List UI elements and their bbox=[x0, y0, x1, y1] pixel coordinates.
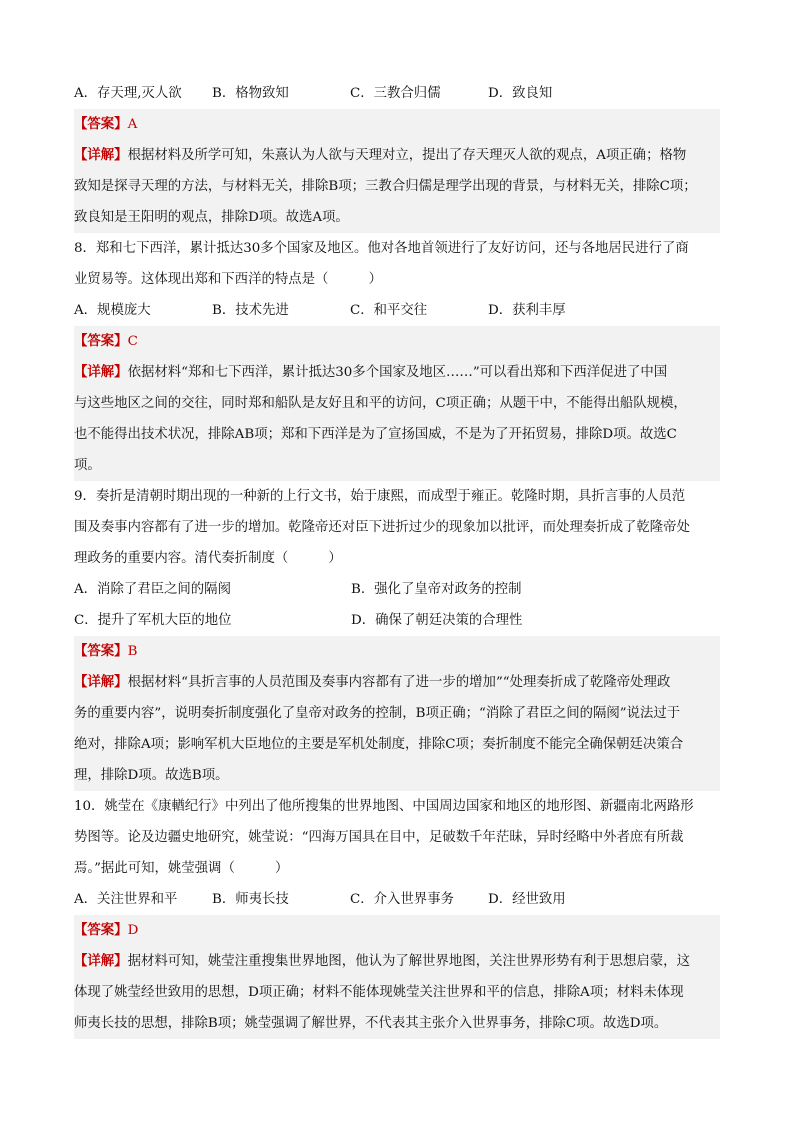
detail-tag: 【详解】 bbox=[74, 147, 128, 163]
detail-line: 根据材料及所学可知，朱熹认为人欲与天理对立，提出了存天理灭人欲的观点，A项正确；格物 bbox=[127, 148, 687, 163]
detail-line: 根据材料“具折言事的人员范围及奏事内容都有了进一步的增加”“处理奏折成了乾隆帝处理政 bbox=[127, 675, 671, 690]
q10-stem-line: 势图等。论及边疆史地研究，姚莹说：“四海万国具在目中，足破数千年茫昧，异时经略中外者庶有所裁 bbox=[74, 830, 684, 845]
detail-line: 也不能得出技术状况，排除AB项；郑和下西洋是为了宣扬国威，不是为了开拓贸易，排除D项。故选C bbox=[74, 427, 677, 442]
q10-option-a: A．关注世界和平 bbox=[74, 892, 178, 907]
answer-value: B bbox=[127, 644, 138, 659]
q9-stem-line: 9．奏折是清朝时期出现的一种新的上行文书，始于康熙，而成型于雍正。乾隆时期，具折言事的人员范 bbox=[74, 489, 686, 504]
q7-option-a: A．存天理,灭人欲 bbox=[74, 86, 182, 101]
detail-tag: 【详解】 bbox=[74, 674, 128, 690]
exam-page bbox=[74, 78, 720, 1039]
q9-option-d: D．确保了朝廷决策的合理性 bbox=[351, 613, 523, 628]
q9-option-a: A．消除了君臣之间的隔阂 bbox=[74, 582, 231, 597]
q7-option-b: B．格物致知 bbox=[212, 86, 289, 101]
q7-options bbox=[74, 78, 720, 109]
detail-line: 务的重要内容”，说明奏折制度强化了皇帝对政务的控制，B项正确；“消除了君臣之间的隔阂”说法过于 bbox=[74, 706, 681, 721]
detail-line: 与这些地区之间的交往，同时郑和船队是友好且和平的访问，C项正确；从题干中，不能得出船队规模， bbox=[74, 396, 687, 411]
q8-option-b: B．技术先进 bbox=[212, 303, 289, 318]
answer-value: A bbox=[127, 117, 138, 132]
q9-answer bbox=[74, 636, 720, 667]
answer-tag: 【答案】 bbox=[74, 922, 128, 938]
q10-stem-line: 焉。”据此可知，姚莹强调（ ） bbox=[74, 861, 289, 876]
detail-tag: 【详解】 bbox=[74, 364, 128, 380]
q9-option-c: C．提升了军机大臣的地位 bbox=[74, 613, 232, 628]
answer-value: D bbox=[127, 923, 139, 938]
detail-line: 师夷长技的思想，排除B项；姚莹强调了解世界，不代表其主张介入世界事务，排除C项。故选D项。 bbox=[74, 1016, 668, 1031]
answer-tag: 【答案】 bbox=[74, 643, 128, 659]
q10-stem-line: 10．姚莹在《康輶纪行》中列出了他所搜集的世界地图、中国周边国家和地区的地形图、新疆南北两路形 bbox=[74, 799, 694, 814]
q9-options-row-1 bbox=[74, 574, 720, 605]
answer-tag: 【答案】 bbox=[74, 116, 128, 132]
answer-tag: 【答案】 bbox=[74, 333, 128, 349]
detail-tag: 【详解】 bbox=[74, 953, 128, 969]
q10-option-c: C．介入世界事务 bbox=[350, 892, 454, 907]
q7-option-d: D．致良知 bbox=[488, 86, 553, 101]
detail-line: 致良知是王阳明的观点，排除D项。故选A项。 bbox=[74, 210, 349, 225]
detail-line: 据材料可知，姚莹注重搜集世界地图，他认为了解世界地图，关注世界形势有利于思想启蒙，这 bbox=[127, 954, 690, 969]
q9-option-b: B．强化了皇帝对政务的控制 bbox=[351, 582, 522, 597]
detail-line: 体现了姚莹经世致用的思想，D项正确；材料不能体现姚莹关注世界和平的信息，排除A项；材料未体现 bbox=[74, 985, 684, 1000]
q8-stem-line: 8．郑和七下西洋，累计抵达30多个国家及地区。他对各地首领进行了友好访问，还与各地居民进行了商 bbox=[74, 241, 689, 256]
answer-value: C bbox=[127, 334, 138, 349]
q9-stem-line: 理政务的重要内容。清代奏折制度（ ） bbox=[74, 551, 342, 566]
detail-line: 致知是探寻天理的方法，与材料无关，排除B项；三教合归儒是理学出现的背景，与材料无关，排除C项； bbox=[74, 179, 697, 194]
detail-line: 项。 bbox=[74, 458, 101, 473]
q8-stem-line: 业贸易等。这体现出郑和下西洋的特点是（ ） bbox=[74, 272, 382, 287]
q8-detail bbox=[74, 357, 720, 481]
detail-line: 绝对，排除A项；影响军机大臣地位的主要是军机处制度，排除C项；奏折制度不能完全确保朝廷决策合 bbox=[74, 737, 684, 752]
q10-option-d: D．经世致用 bbox=[488, 892, 566, 907]
q8-answer bbox=[74, 326, 720, 357]
detail-line: 理，排除D项。故选B项。 bbox=[74, 768, 229, 783]
q10-options bbox=[74, 884, 720, 915]
q9-stem-line: 围及奏事内容都有了进一步的增加。乾隆帝还对臣下进折过少的现象加以批评，而处理奏折成了乾隆帝处 bbox=[74, 520, 690, 535]
q10-option-b: B．师夷长技 bbox=[212, 892, 289, 907]
q7-answer bbox=[74, 109, 720, 140]
q8-option-c: C．和平交往 bbox=[350, 303, 428, 318]
q10-detail bbox=[74, 946, 720, 1039]
detail-line: 依据材料“郑和七下西洋，累计抵达30多个国家及地区……”可以看出郑和下西洋促进了中国 bbox=[127, 365, 668, 380]
q8-options bbox=[74, 295, 720, 326]
q10-answer bbox=[74, 915, 720, 946]
q9-detail bbox=[74, 667, 720, 791]
q7-detail bbox=[74, 140, 720, 233]
q9-options-row-2 bbox=[74, 605, 720, 636]
q7-option-c: C．三教合归儒 bbox=[350, 86, 441, 101]
q8-option-d: D．获利丰厚 bbox=[488, 303, 566, 318]
q8-option-a: A．规模庞大 bbox=[74, 303, 151, 318]
